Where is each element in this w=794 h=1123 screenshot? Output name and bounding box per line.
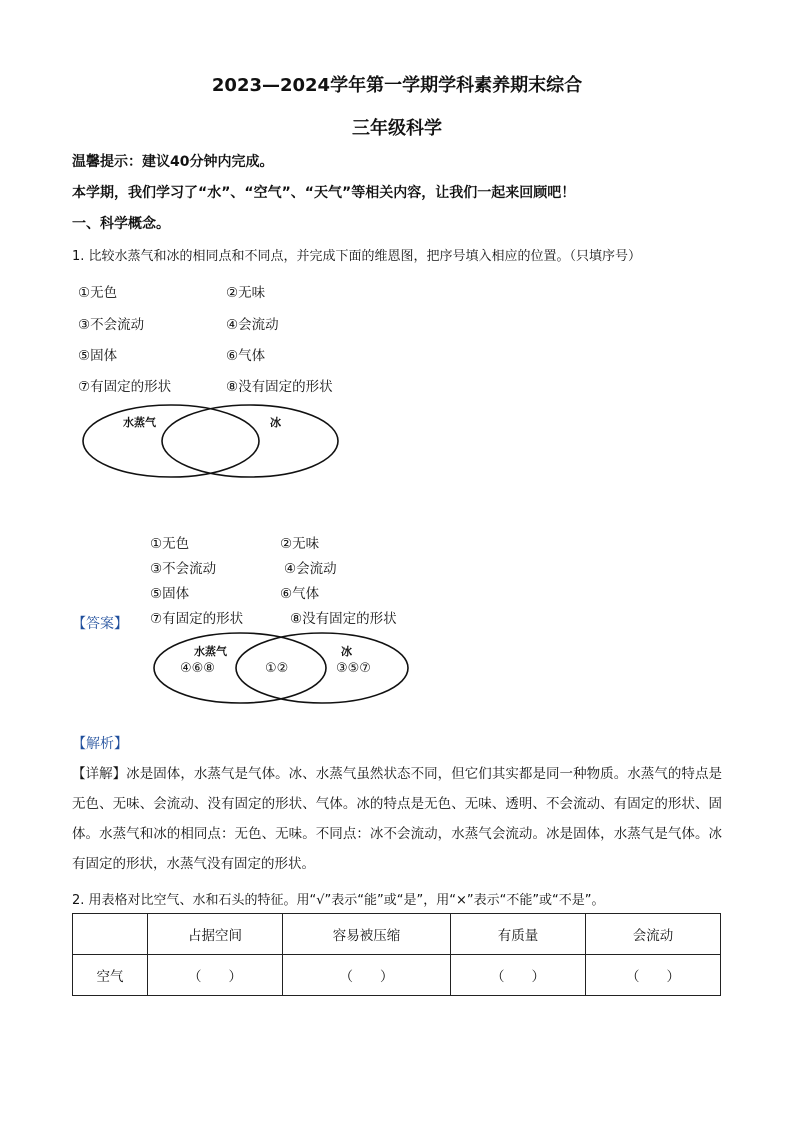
comparison-table xyxy=(72,913,721,996)
table-row xyxy=(73,955,721,996)
page-title: 2023—2024学年第一学期学科素养期末综合 xyxy=(211,75,583,96)
page-subtitle: 三年级科学 xyxy=(352,118,442,139)
q1-option: ②无味 xyxy=(226,285,266,301)
table-header-cell: 占据空间 xyxy=(148,914,283,955)
q1-option: ⑧没有固定的形状 xyxy=(226,379,333,395)
venn-diagram-question xyxy=(80,402,344,482)
answer-option: ⑧没有固定的形状 xyxy=(290,611,397,627)
answer-option: ③不会流动 xyxy=(150,561,217,577)
answer-blank[interactable]: （ ） xyxy=(148,955,283,996)
table-header-row xyxy=(73,914,721,955)
analysis-label: 【解析】 xyxy=(72,736,128,752)
answer-option: ⑤固体 xyxy=(150,586,190,602)
venn-right-label: 冰 xyxy=(270,416,281,429)
table-header-cell: 容易被压缩 xyxy=(282,914,450,955)
answer-right-only: ③⑤⑦ xyxy=(336,661,371,676)
answer-option: ②无味 xyxy=(280,536,320,552)
table-header-cell xyxy=(73,914,148,955)
section-heading: 一、科学概念。 xyxy=(72,216,170,232)
answer-venn-right-ellipse xyxy=(236,633,408,703)
answer-option: ①无色 xyxy=(150,536,190,552)
question-2-text: 2. 用表格对比空气、水和石头的特征。用“√”表示“能”或“是”，用“×”表示“不能”或“不是”。 xyxy=(72,893,605,908)
table-header-cell: 会流动 xyxy=(586,914,721,955)
answer-option: ④会流动 xyxy=(284,561,337,577)
answer-venn-left-label: 水蒸气 xyxy=(194,645,227,658)
q1-option: ③不会流动 xyxy=(78,317,145,333)
answer-blank[interactable]: （ ） xyxy=(586,955,721,996)
venn-left-label: 水蒸气 xyxy=(123,416,156,429)
answer-option: ⑥气体 xyxy=(280,586,320,602)
answer-left-only: ④⑥⑧ xyxy=(180,661,215,676)
answer-label: 【答案】 xyxy=(72,616,128,632)
answer-common: ①② xyxy=(265,661,289,676)
answer-blank[interactable]: （ ） xyxy=(282,955,450,996)
analysis-detail: 【详解】冰是固体，水蒸气是气体。冰、水蒸气虽然状态不同，但它们其实都是同一种物质。水蒸气的特点是无色、无味、会流动、没有固定的形状、气体。冰的特点是无色、无味、透明、不会流动、有固定的形状、固体。水蒸气和冰的相同点：无色、无味。不同点：冰不会流动，水蒸气会流动。冰是固体，水蒸气是气体。冰有固定的形状，水蒸气没有固定的形状。 xyxy=(72,766,722,872)
answer-blank[interactable]: （ ） xyxy=(451,955,586,996)
tip-text: 温馨提示：建议40分钟内完成。 xyxy=(72,154,274,170)
answer-option: ⑦有固定的形状 xyxy=(150,611,244,627)
q1-option: ①无色 xyxy=(78,285,118,301)
venn-left-ellipse xyxy=(83,405,259,477)
question-1-text: 1. 比较水蒸气和冰的相同点和不同点，并完成下面的维恩图，把序号填入相应的位置。（只填序号） xyxy=(72,249,642,264)
intro-text: 本学期，我们学习了“水”、“空气”、“天气”等相关内容，让我们一起来回顾吧！ xyxy=(72,185,576,201)
q1-option: ⑥气体 xyxy=(226,348,266,364)
answer-venn-right-label: 冰 xyxy=(341,645,352,658)
q1-option: ④会流动 xyxy=(226,317,279,333)
q1-option: ⑤固体 xyxy=(78,348,118,364)
venn-right-ellipse xyxy=(162,405,338,477)
table-header-cell: 有质量 xyxy=(451,914,586,955)
table-row-label: 空气 xyxy=(73,955,148,996)
q1-option: ⑦有固定的形状 xyxy=(78,379,172,395)
